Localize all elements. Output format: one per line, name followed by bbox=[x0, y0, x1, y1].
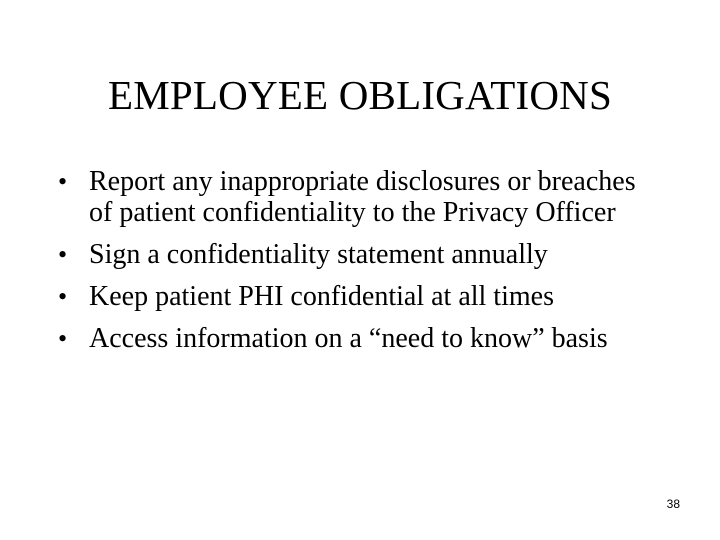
bullet-text: Keep patient PHI confidential at all times bbox=[89, 281, 554, 312]
page-number: 38 bbox=[666, 497, 680, 511]
list-item bbox=[58, 281, 658, 312]
bullet-list bbox=[58, 166, 658, 364]
list-item bbox=[58, 323, 658, 354]
bullet-icon: • bbox=[58, 282, 68, 311]
bullet-text: Access information on a “need to know” basis bbox=[89, 323, 608, 354]
list-item bbox=[58, 166, 658, 228]
bullet-icon: • bbox=[58, 324, 68, 353]
bullet-text: Report any inappropriate disclosures or breaches of patient confidentiality to the Privacy Officer bbox=[89, 166, 636, 228]
bullet-icon: • bbox=[58, 240, 68, 269]
bullet-icon: • bbox=[58, 167, 68, 196]
bullet-text: Sign a confidentiality statement annually bbox=[89, 239, 548, 270]
list-item bbox=[58, 239, 658, 270]
slide-title: EMPLOYEE OBLIGATIONS bbox=[108, 72, 612, 118]
